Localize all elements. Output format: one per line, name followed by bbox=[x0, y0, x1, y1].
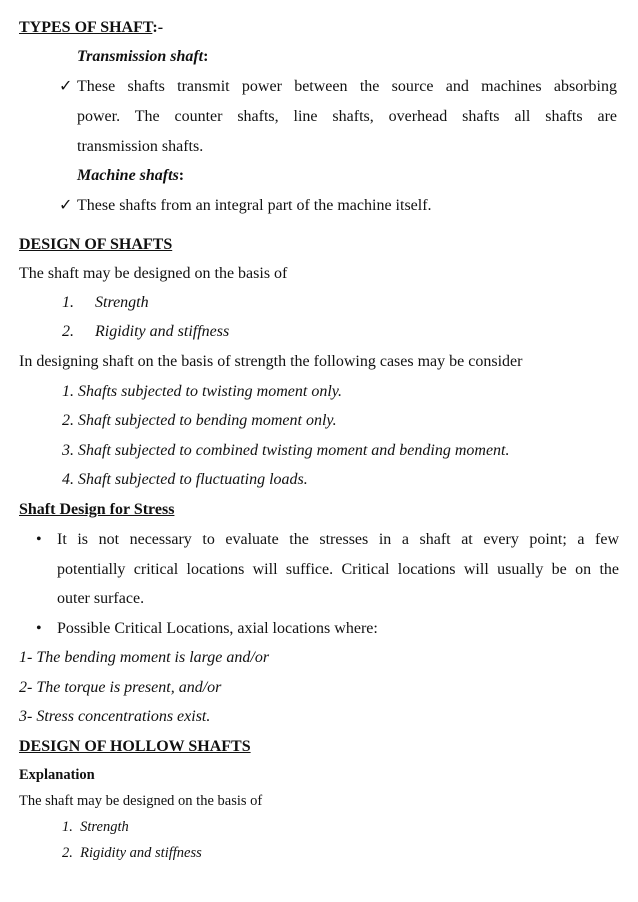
basis-item-1-number: 1. bbox=[62, 294, 74, 311]
design-hollow-heading: DESIGN OF HOLLOW SHAFTS bbox=[19, 738, 251, 755]
types-of-shaft-heading: TYPES OF SHAFT bbox=[19, 19, 153, 36]
critical-location-item-3: 3- Stress concentrations exist. bbox=[19, 708, 211, 725]
types-of-shaft-heading-suffix: :- bbox=[152, 19, 164, 36]
case-item-2: 2. Shaft subjected to bending moment only. bbox=[62, 412, 337, 429]
stress-bullet-1-line-3: outer surface. bbox=[57, 590, 145, 607]
machine-shaft-colon: : bbox=[178, 167, 185, 184]
basis-item-1-text: Strength bbox=[95, 294, 149, 311]
case-item-3: 3. Shaft subjected to combined twisting moment and bending moment. bbox=[62, 442, 510, 459]
basis-item-2-text: Rigidity and stiffness bbox=[95, 323, 230, 340]
bullet-icon: • bbox=[36, 620, 42, 637]
stress-bullet-2: Possible Critical Locations, axial locations where: bbox=[57, 620, 378, 637]
case-item-4: 4. Shaft subjected to fluctuating loads. bbox=[62, 471, 308, 488]
design-basis-intro: The shaft may be designed on the basis of bbox=[19, 265, 288, 282]
bullet-icon: • bbox=[36, 531, 42, 548]
transmission-shaft-title-line bbox=[77, 47, 208, 67]
case-item-1: 1. Shafts subjected to twisting moment only. bbox=[62, 383, 342, 400]
cases-intro: In designing shaft on the basis of strength the following cases may be consider bbox=[19, 353, 523, 370]
machine-shaft-title: Machine shafts bbox=[77, 167, 179, 184]
basis-item-2-number: 2. bbox=[62, 323, 74, 340]
critical-location-item-1: 1- The bending moment is large and/or bbox=[19, 649, 270, 666]
machine-shaft-text: These shafts from an integral part of the machine itself. bbox=[77, 197, 432, 214]
types-of-shaft-heading-line bbox=[19, 18, 163, 38]
transmission-text-line-2: power. The counter shafts, line shafts, overhead shafts all shafts are bbox=[77, 108, 617, 125]
design-of-shafts-heading: DESIGN OF SHAFTS bbox=[19, 236, 173, 253]
hollow-basis-item-2: 2. Rigidity and stiffness bbox=[62, 845, 202, 861]
checkmark-icon: ✓ bbox=[59, 78, 73, 95]
shaft-design-stress-heading: Shaft Design for Stress bbox=[19, 501, 175, 518]
hollow-basis-intro: The shaft may be designed on the basis of bbox=[19, 793, 263, 809]
hollow-basis-item-1: 1. Strength bbox=[62, 819, 129, 835]
stress-bullet-1-line-2: potentially critical locations will suffice. Critical locations will usually be on the bbox=[57, 561, 619, 578]
transmission-shaft-title: Transmission shaft bbox=[77, 48, 204, 65]
transmission-text-line-3: transmission shafts. bbox=[77, 138, 204, 155]
stress-bullet-1-line-1: It is not necessary to evaluate the stresses in a shaft at every point; a few bbox=[57, 531, 619, 548]
machine-shaft-title-line bbox=[77, 166, 184, 186]
explanation-subheading: Explanation bbox=[19, 767, 95, 783]
critical-location-item-2: 2- The torque is present, and/or bbox=[19, 679, 222, 696]
transmission-text-line-1: These shafts transmit power between the source and machines absorbing bbox=[77, 78, 617, 95]
checkmark-icon: ✓ bbox=[59, 197, 73, 214]
transmission-shaft-colon: : bbox=[203, 48, 209, 65]
